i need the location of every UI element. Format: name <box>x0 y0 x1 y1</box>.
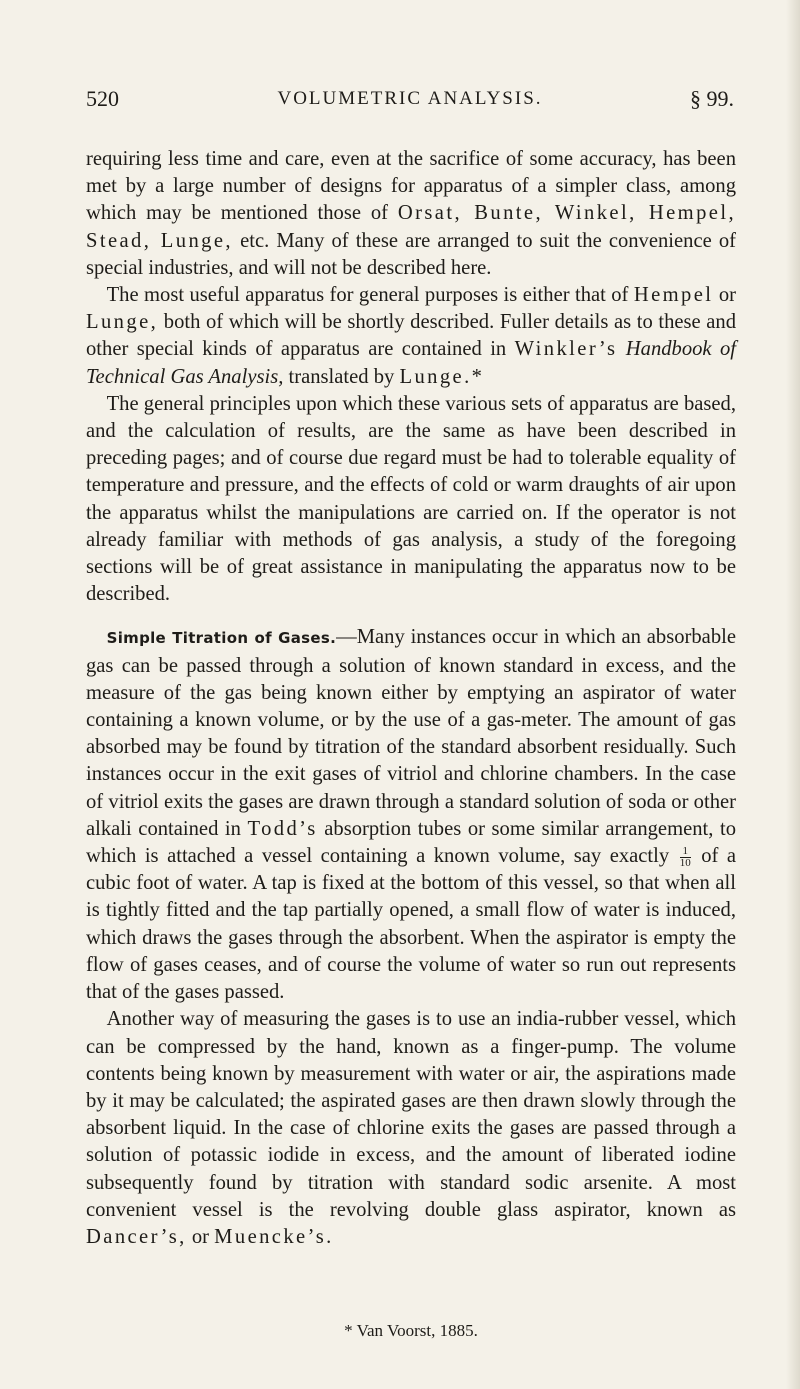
book-title: Handbook of Technical Gas Analysis, <box>86 338 736 388</box>
paragraph: The most useful apparatus for general purposes is either that of Hempel or Lunge, both of which will be shortly described. Fuller details as to these and other special kinds of apparatus are contained in Winkler’s Handbook of Technical Gas Analysis, translated by Lunge.* <box>86 284 736 388</box>
page-number: 520 <box>86 86 119 111</box>
section-heading: Simple Titration of Gases. <box>106 629 337 648</box>
section-number: § 99. <box>690 86 734 111</box>
running-header <box>86 82 734 116</box>
paragraph: The general principles upon which these various sets of apparatus are based, and the calculation of results, are the same as have been described in preceding pages; and of course due regard must be had to tolerable equality of temperature and pressure, and the effects of cold or warm draughts of air upon the apparatus whilst the manipulations are carried on. If the operator is not already familiar with methods of gas analysis, a study of the foregoing sections will be of great assistance in manipulating the apparatus now to be described. <box>86 392 736 606</box>
running-title: VOLUMETRIC ANALYSIS. <box>277 88 543 109</box>
paragraph: Simple Titration of Gases.—Many instances occur in which an absorbable gas can be passed through a solution of known standard in excess, and the measure of the gas being known either by emptying an aspirator of water containing a known volume, or by the use of a gas-meter. The amount of gas absorbed may be found by titration of the standard absorbent residually. Such instances occur in the exit gases of vitriol and chlorine chambers. In the case of vitriol exits the gases are drawn through a standard solution of soda or other alkali contained in Todd’s absorption tubes or some similar arrangement, to which is attached a vessel containing a known volume, say exactly $\frac{1}{10}$ of a cubic foot of water. A tap is fixed at the bottom of this vessel, so that when all is tightly fitted and the tap partially opened, a small flow of water is induced, which draws the gases through the absorbent. When the aspirator is empty the flow of gases ceases, and of course the volume of water so run out represents that of the gases passed. <box>86 626 736 1004</box>
section-gap <box>86 608 736 624</box>
page-edge-shadow <box>786 0 800 1389</box>
paragraph: requiring less time and care, even at the sacrifice of some accuracy, has been met by a large number of designs for apparatus of a simpler class, among which may be mentioned those of Orsat, Bunte, Winkel, Hempel, Stead, Lunge, etc. Many of these are arranged to suit the convenience of special industries, and will not be described here. <box>86 148 736 279</box>
fraction: $\frac{1}{10}$ <box>679 845 691 870</box>
paragraph: Another way of measuring the gases is to use an india-rubber vessel, which can be compressed by the hand, known as a finger-pump. The volume contents being known by measurement with water or air, the aspirations made by it may be calculated; the aspirated gases are then drawn slowly through the absorbent liquid. In the case of chlorine exits the gases are passed through a solution of potassic iodide in excess, and the amount of liberated iodine subsequently found by titration with standard sodic arsenite. A most convenient vessel is the revolving double glass aspirator, known as Dancer’s, or Muencke’s. <box>86 1008 736 1248</box>
footnote: * Van Voorst, 1885. <box>344 1321 478 1340</box>
spaced-names: Orsat, Bunte, Winkel, Hempel, Stead, Lunge, <box>86 202 736 252</box>
body-text <box>86 146 736 1251</box>
